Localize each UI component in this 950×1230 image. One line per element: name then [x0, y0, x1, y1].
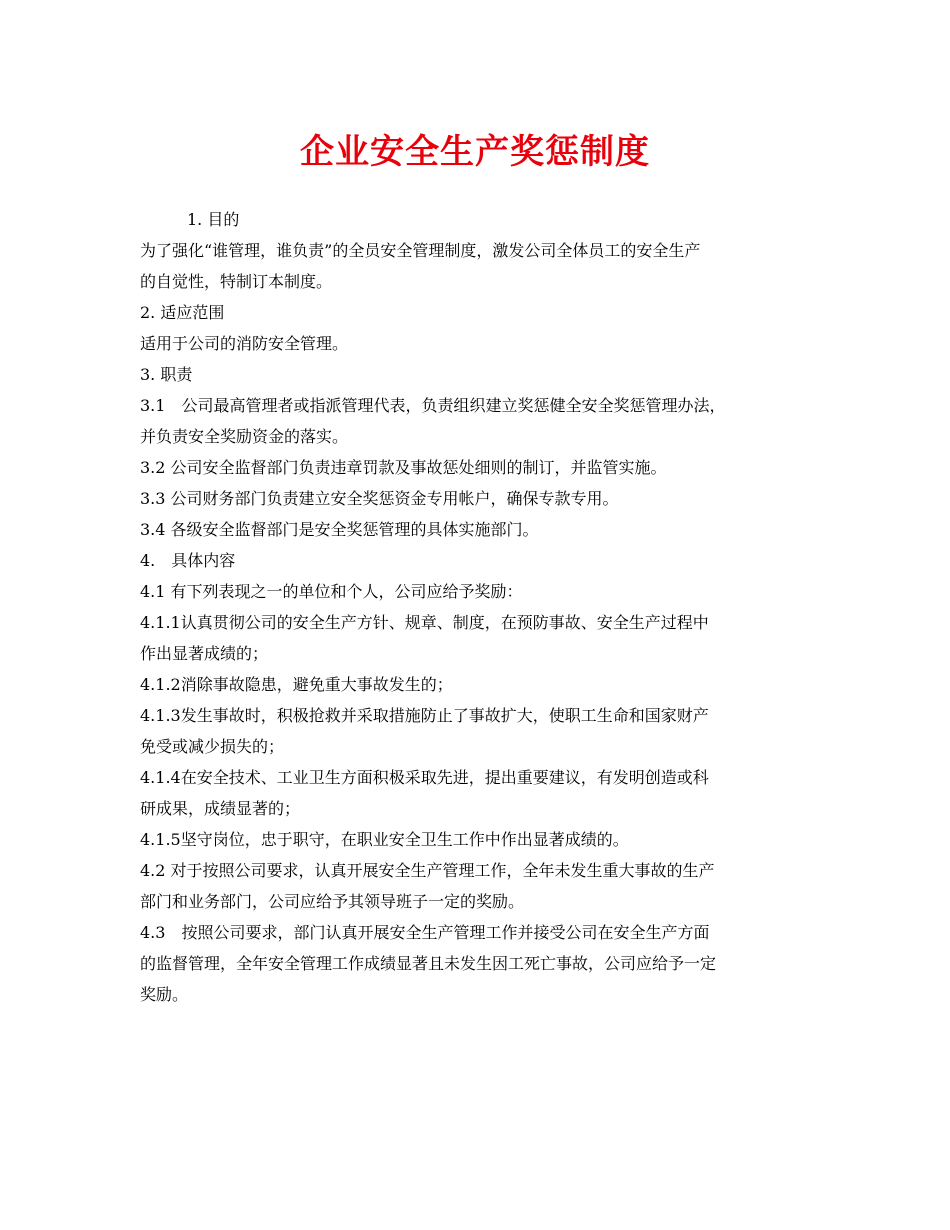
- paragraph-line: 4.2 对于按照公司要求，认真开展安全生产管理工作，全年未发生重大事故的生产: [140, 861, 715, 880]
- paragraph-line: 3.1 公司最高管理者或指派管理代表，负责组织建立奖惩健全安全奖惩管理办法，: [140, 396, 726, 415]
- document-title: 企业安全生产奖惩制度: [300, 132, 650, 172]
- paragraph-line: 3.3 公司财务部门负责建立安全奖惩资金专用帐户，确保专款专用。: [140, 489, 619, 508]
- section-heading-scope: 2. 适应范围: [140, 303, 225, 322]
- paragraph-line: 部门和业务部门，公司应给予其领导班子一定的奖励。: [140, 892, 525, 911]
- paragraph-line: 奖励。: [140, 985, 189, 1004]
- paragraph-line: 4.3 按照公司要求，部门认真开展安全生产管理工作并接受公司在安全生产方面: [140, 923, 710, 942]
- section-heading-responsibility: 3. 职责: [140, 365, 193, 384]
- paragraph-line: 4.1 有下列表现之一的单位和个人，公司应给予奖励：: [140, 582, 523, 601]
- paragraph-line: 4.1.1认真贯彻公司的安全生产方针、规章、制度，在预防事故、安全生产过程中: [140, 613, 709, 632]
- document-body: [140, 204, 820, 1010]
- paragraph-line: 的自觉性，特制订本制度。: [140, 272, 333, 291]
- section-heading-content: 4. 具体内容: [140, 551, 236, 570]
- paragraph-line: 研成果，成绩显著的；: [140, 799, 301, 818]
- paragraph-line: 4.1.5坚守岗位，忠于职守，在职业安全卫生工作中作出显著成绩的。: [140, 830, 629, 849]
- paragraph-line: 为了强化“谁管理，谁负责”的全员安全管理制度，激发公司全体员工的安全生产: [140, 241, 701, 260]
- paragraph-line: 4.1.4在安全技术、工业卫生方面积极采取先进，提出重要建议，有发明创造或科: [140, 768, 709, 787]
- paragraph-line: 并负责安全奖励资金的落实。: [140, 427, 349, 446]
- paragraph-line: 3.2 公司安全监督部门负责违章罚款及事故惩处细则的制订，并监管实施。: [140, 458, 667, 477]
- paragraph-line: 3.4 各级安全监督部门是安全奖惩管理的具体实施部门。: [140, 520, 539, 539]
- paragraph-line: 适用于公司的消防安全管理。: [140, 334, 349, 353]
- paragraph-line: 作出显著成绩的；: [140, 644, 269, 663]
- paragraph-line: 免受或减少损失的；: [140, 737, 285, 756]
- paragraph-line: 的监督管理，全年安全管理工作成绩显著且未发生因工死亡事故，公司应给予一定: [140, 954, 717, 973]
- section-heading-purpose: 1. 目的: [187, 210, 240, 229]
- paragraph-line: 4.1.3发生事故时，积极抢救并采取措施防止了事故扩大，使职工生命和国家财产: [140, 706, 709, 725]
- paragraph-line: 4.1.2消除事故隐患，避免重大事故发生的；: [140, 675, 453, 694]
